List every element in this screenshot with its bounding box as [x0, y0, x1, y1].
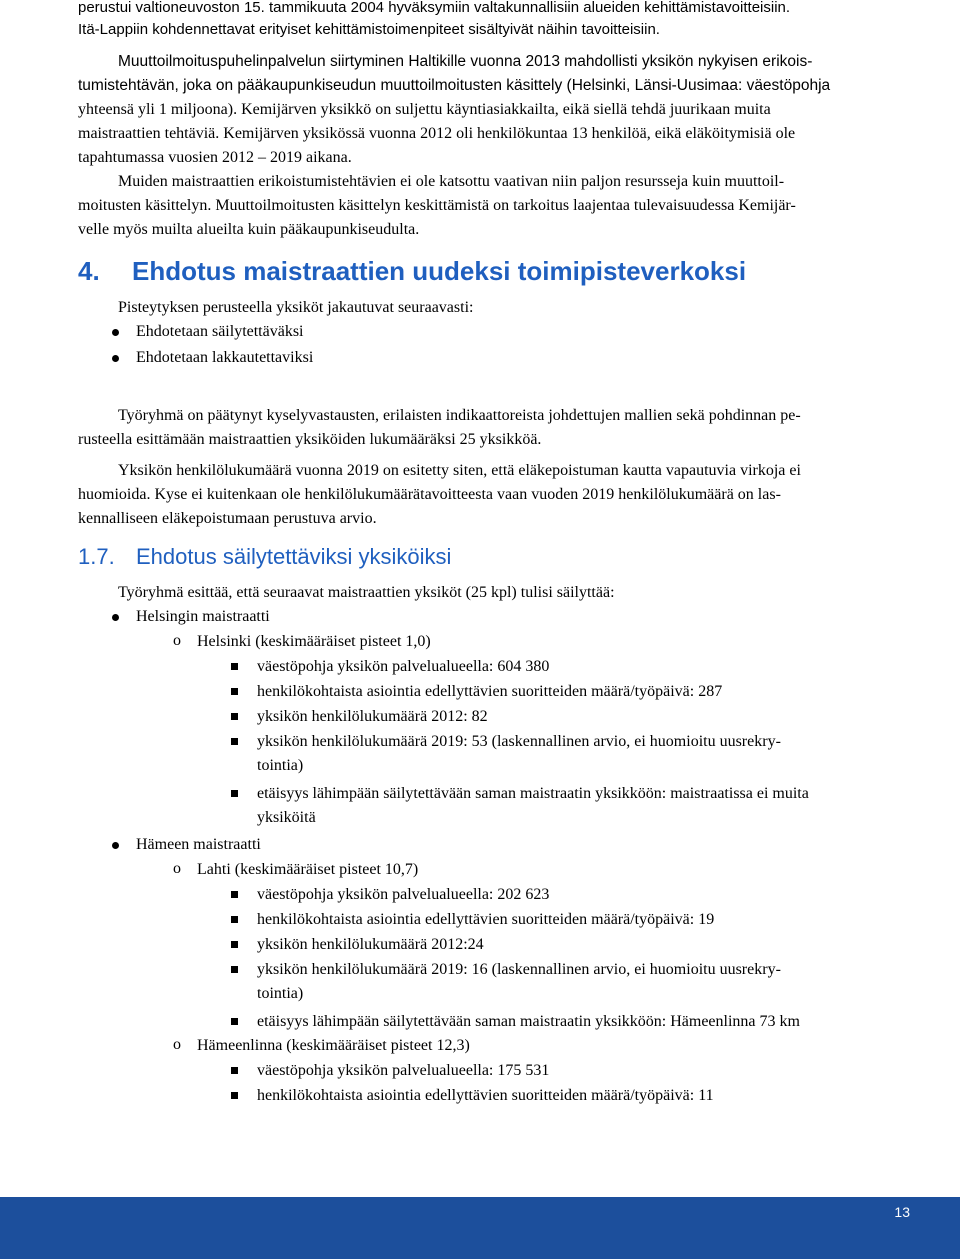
section-1-7-title: Ehdotus säilytettäviksi yksiköiksi — [136, 544, 452, 569]
helsinki-staff-2019 — [257, 730, 781, 778]
helsinki-staff-2019-line: yksikön henkilölukumäärä 2019: 53 (laskennallinen arvio, ei huomioitu uusrekry- — [257, 733, 781, 750]
paragraph-haltikki — [78, 50, 908, 170]
unit-helsinki: Helsinki (keskimääräiset pisteet 1,0) — [197, 633, 431, 650]
p4-line: kennalliseen eläkepoistumaan perustuva arvio. — [78, 510, 377, 527]
section-4-heading — [78, 255, 746, 287]
helsinki-visits: henkilökohtaista asiointia edellyttävien suoritteiden määrä/työpäivä: 287 — [257, 683, 723, 700]
unit-hameenlinna: Hämeenlinna (keskimääräiset pisteet 12,3) — [197, 1037, 470, 1054]
bullet-icon — [112, 842, 119, 849]
helsinki-distance-line: yksiköitä — [257, 809, 316, 826]
lahti-staff-2019-line: tointia) — [257, 985, 304, 1002]
square-bullet-icon — [231, 713, 238, 720]
square-bullet-icon — [231, 916, 238, 923]
helsinki-distance — [257, 782, 809, 830]
p4-line: huomioida. Kyse ei kuitenkaan ole henkilölukumäärätavoitteesta vaan vuoden 2019 henkilölukumäärä on las- — [78, 486, 781, 503]
square-bullet-icon — [231, 941, 238, 948]
intro-line-1: perustui valtioneuvoston 15. tammikuuta 2004 hyväksymiin valtakunnallisiin alueiden kehittämistavoitteisiin. — [78, 0, 791, 16]
square-bullet-icon — [231, 966, 238, 973]
p2-line: moitusten käsittelyn. Muuttoilmoitusten käsittelyn keskittämistä on tarkoitus laajentaa tulevaisuudessa Kemijär- — [78, 197, 796, 214]
circle-bullet-icon: o — [173, 1036, 181, 1053]
p1-line: tumistehtävän, joka on pääkaupunkiseudun muuttoilmoitusten käsittely (Helsinki, Länsi-Uusimaa: väestöpohja — [78, 77, 831, 94]
square-bullet-icon — [231, 688, 238, 695]
square-bullet-icon — [231, 1018, 238, 1025]
p1-line: Muuttoilmoituspuhelinpalvelun siirtyminen Haltikille vuonna 2013 mahdollisti yksikön nykyisen erikois- — [118, 53, 813, 70]
square-bullet-icon — [231, 1067, 238, 1074]
square-bullet-icon — [231, 663, 238, 670]
circle-bullet-icon: o — [173, 860, 181, 877]
lahti-population: väestöpohja yksikön palvelualueella: 202 623 — [257, 886, 550, 903]
bullet-keep: Ehdotetaan säilytettäväksi — [136, 323, 304, 340]
p1-line: maistraattien tehtäviä. Kemijärven yksikössä vuonna 2012 oli henkilökuntaa 13 henkilöä, eikä eläköitymisiä ole — [78, 125, 796, 142]
square-bullet-icon — [231, 790, 238, 797]
section-1-7-heading — [78, 542, 451, 572]
lahti-staff-2019-line: yksikön henkilölukumäärä 2019: 16 (laskennallinen arvio, ei huomioitu uusrekry- — [257, 961, 781, 978]
helsinki-distance-line: etäisyys lähimpään säilytettävään saman maistraatin yksikköön: maistraatissa ei muita — [257, 785, 809, 802]
bullet-icon — [112, 614, 119, 621]
helsinki-staff-2019-line: tointia) — [257, 757, 304, 774]
lahti-staff-2012: yksikön henkilölukumäärä 2012:24 — [257, 936, 484, 953]
lahti-visits: henkilökohtaista asiointia edellyttävien suoritteiden määrä/työpäivä: 19 — [257, 911, 715, 928]
square-bullet-icon — [231, 891, 238, 898]
section-1-7-number: 1.7. — [78, 544, 115, 569]
office-hame: Hämeen maistraatti — [136, 836, 261, 853]
square-bullet-icon — [231, 738, 238, 745]
p3-line: rusteella esittämään maistraattien yksiköiden lukumääräksi 25 yksikköä. — [78, 431, 542, 448]
hameenlinna-visits: henkilökohtaista asiointia edellyttävien suoritteiden määrä/työpäivä: 11 — [257, 1087, 714, 1104]
unit-lahti: Lahti (keskimääräiset pisteet 10,7) — [197, 861, 419, 878]
helsinki-staff-2012: yksikön henkilölukumäärä 2012: 82 — [257, 708, 488, 725]
section-4-lead: Pisteytyksen perusteella yksiköt jakautuvat seuraavasti: — [118, 299, 474, 316]
section-1-7-lead: Työryhmä esittää, että seuraavat maistraattien yksiköt (25 kpl) tulisi säilyttää: — [118, 584, 615, 601]
paragraph-other-maistraatit — [78, 170, 908, 242]
p2-line: Muiden maistraattien erikoistumistehtävien ei ole katsottu vaativan niin paljon resursseja kuin muuttoil- — [118, 173, 785, 190]
section-4-number: 4. — [78, 256, 100, 286]
lahti-staff-2019 — [257, 958, 781, 1006]
bullet-icon — [112, 329, 119, 336]
p2-line: velle myös muilta alueilta kuin pääkaupunkiseudulta. — [78, 221, 420, 238]
page-footer — [0, 1197, 960, 1259]
p4-line: Yksikön henkilölukumäärä vuonna 2019 on esitetty siten, että eläkepoistuman kautta vapautuvia virkoja ei — [118, 462, 801, 479]
bullet-close: Ehdotetaan lakkautettaviksi — [136, 349, 314, 366]
bullet-icon — [112, 355, 119, 362]
square-bullet-icon — [231, 1092, 238, 1099]
paragraph-headcount-2019 — [78, 459, 908, 531]
section-4-title: Ehdotus maistraattien uudeksi toimipisteverkoksi — [132, 256, 747, 286]
p1-line: yhteensä yli 1 miljoona). Kemijärven yksikkö on suljettu käyntiasiakkailta, eikä siellä tehdä juurikaan muita — [78, 101, 771, 118]
office-helsinki: Helsingin maistraatti — [136, 608, 270, 625]
paragraph-25-units — [78, 404, 908, 452]
helsinki-population: väestöpohja yksikön palvelualueella: 604 380 — [257, 658, 550, 675]
p1-line: tapahtumassa vuosien 2012 – 2019 aikana. — [78, 149, 352, 166]
lahti-distance: etäisyys lähimpään säilytettävään saman maistraatin yksikköön: Hämeenlinna 73 km — [257, 1013, 800, 1030]
page-number: 13 — [894, 1204, 910, 1220]
circle-bullet-icon: o — [173, 632, 181, 649]
hameenlinna-population: väestöpohja yksikön palvelualueella: 175 531 — [257, 1062, 550, 1079]
p3-line: Työryhmä on päätynyt kyselyvastausten, erilaisten indikaattoreista johdettujen mallien sekä pohdinnan pe- — [118, 407, 801, 424]
intro-line-2: Itä-Lappiin kohdennettavat erityiset kehittämistoimenpiteet sisältyivät näihin tavoitteisiin. — [78, 21, 660, 38]
